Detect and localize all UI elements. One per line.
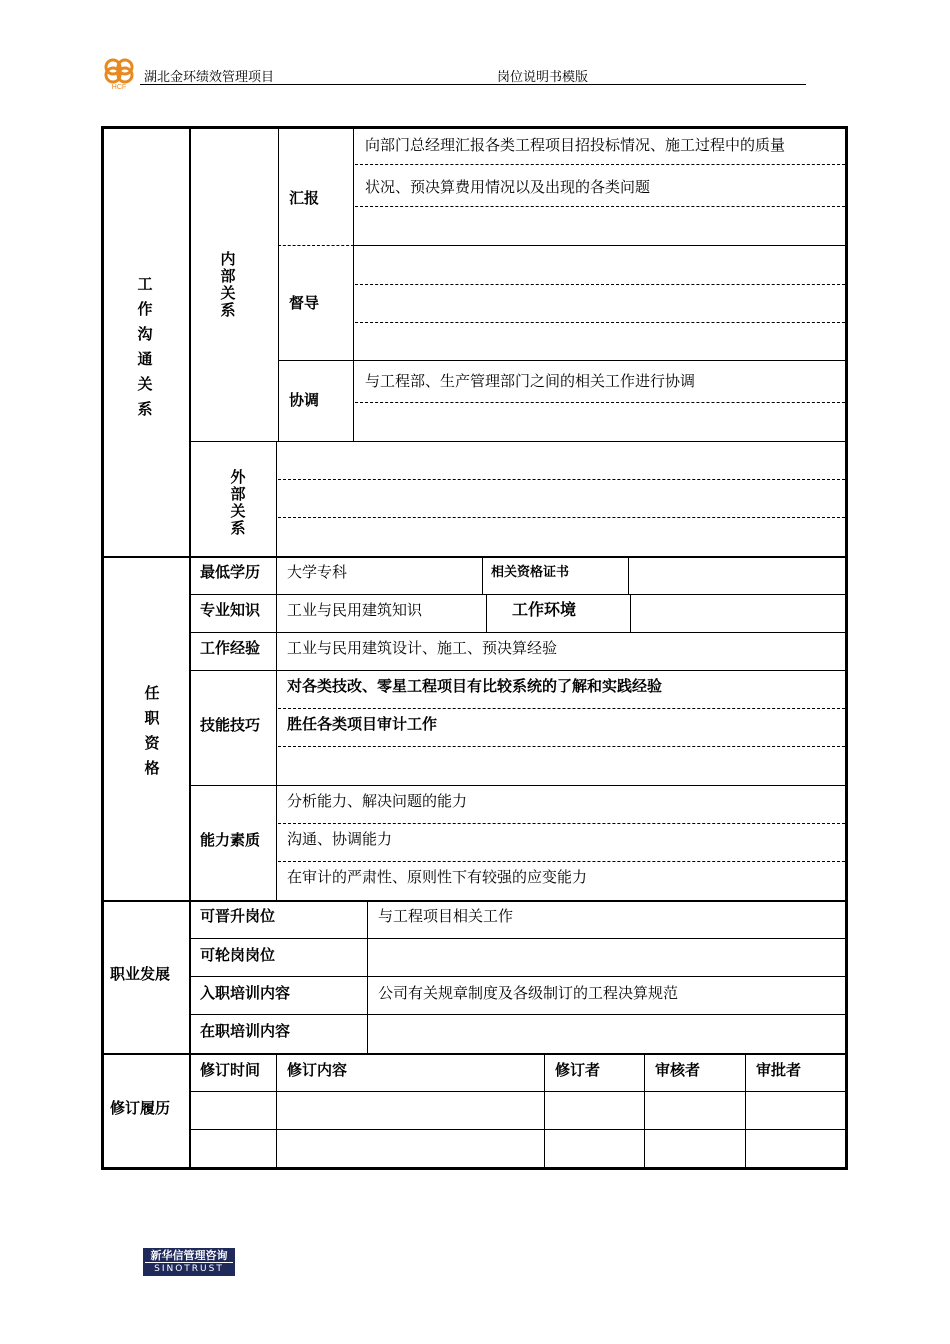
footer-logo-en: SINOTRUST [145,1262,233,1275]
divider [189,670,845,671]
divider [486,594,487,632]
divider [278,360,845,361]
report-line-1: 向部门总经理汇报各类工程项目招投标情况、施工过程中的质量 [365,136,786,154]
divider [276,441,277,556]
label-coordinate: 协调 [289,391,320,409]
divider [355,322,845,323]
label-promotion: 可晋升岗位 [200,907,276,925]
section-communication: 工作沟通关系 [137,275,153,418]
label-onboard-training: 入职培训内容 [200,984,291,1002]
divider [189,632,845,633]
divider [189,785,845,786]
col-checker: 审核者 [655,1061,701,1079]
label-experience: 工作经验 [200,639,261,657]
divider [189,594,845,595]
divider [630,594,631,632]
divider [278,708,845,709]
divider [278,129,279,441]
label-supervise: 督导 [289,294,320,312]
header-rule [140,84,806,85]
skill-line-2: 胜任各类项目审计工作 [287,715,438,733]
header-project-title: 湖北金环绩效管理项目 [144,70,275,85]
label-environment: 工作环境 [512,600,577,619]
job-description-table [101,126,848,1170]
footer-logo-cn: 新华信管理咨询 [150,1249,228,1262]
divider [353,129,354,441]
value-experience: 工业与民用建筑设计、施工、预决算经验 [287,639,558,657]
divider [189,1091,845,1092]
col-reviser: 修订者 [555,1061,601,1079]
divider [644,1053,645,1167]
label-knowledge: 专业知识 [200,601,261,619]
label-education: 最低学历 [200,563,261,581]
divider [355,284,845,285]
divider [278,861,845,862]
ability-line-3: 在审计的严肃性、原则性下有较强的应变能力 [287,868,588,886]
value-knowledge: 工业与民用建筑知识 [287,601,423,619]
divider [189,976,845,977]
skill-line-1: 对各类技改、零星工程项目有比较系统的了解和实践经验 [287,677,663,695]
svg-text:HCF: HCF [111,84,127,91]
divider [745,1053,746,1167]
divider [355,402,845,403]
footer-logo [143,1248,235,1276]
divider [104,556,845,558]
divider [278,517,845,518]
coordinate-line-1: 与工程部、生产管理部门之间的相关工作进行协调 [365,372,696,390]
divider [276,1053,277,1167]
ability-line-2: 沟通、协调能力 [287,830,393,848]
divider [189,1014,845,1015]
divider [353,245,845,246]
divider [278,479,845,480]
divider [104,1053,845,1055]
col-revision-time: 修订时间 [200,1061,261,1079]
divider [189,1129,845,1130]
divider [276,556,277,900]
company-logo [100,55,138,91]
divider [482,556,483,594]
divider [544,1053,545,1167]
col-revision-content: 修订内容 [287,1061,348,1079]
divider [278,746,845,747]
label-onjob-training: 在职培训内容 [200,1022,291,1040]
divider [355,206,845,207]
divider [278,823,845,824]
label-report: 汇报 [289,189,320,207]
label-ability: 能力素质 [200,831,261,849]
section-qualification: 任职资格 [144,684,160,777]
label-skills: 技能技巧 [200,716,261,734]
divider [278,245,354,246]
ability-line-1: 分析能力、解决问题的能力 [287,792,468,810]
label-external: 外部关系 [230,468,246,537]
divider [628,556,629,594]
divider [189,441,845,442]
label-internal: 内部关系 [220,250,236,319]
value-promotion: 与工程项目相关工作 [378,907,514,925]
divider [189,129,191,1167]
section-revision: 修订履历 [110,1099,171,1117]
divider [355,164,845,165]
report-line-2: 状况、预决算费用情况以及出现的各类问题 [365,178,651,196]
divider [104,900,845,902]
value-education: 大学专科 [287,563,348,581]
header-doc-title: 岗位说明书模版 [497,70,589,85]
label-certificate: 相关资格证书 [491,565,570,580]
col-approver: 审批者 [756,1061,802,1079]
label-rotation: 可轮岗岗位 [200,946,276,964]
section-career: 职业发展 [110,965,171,983]
value-onboard-training: 公司有关规章制度及各级制订的工程决算规范 [378,984,679,1002]
divider [189,938,845,939]
